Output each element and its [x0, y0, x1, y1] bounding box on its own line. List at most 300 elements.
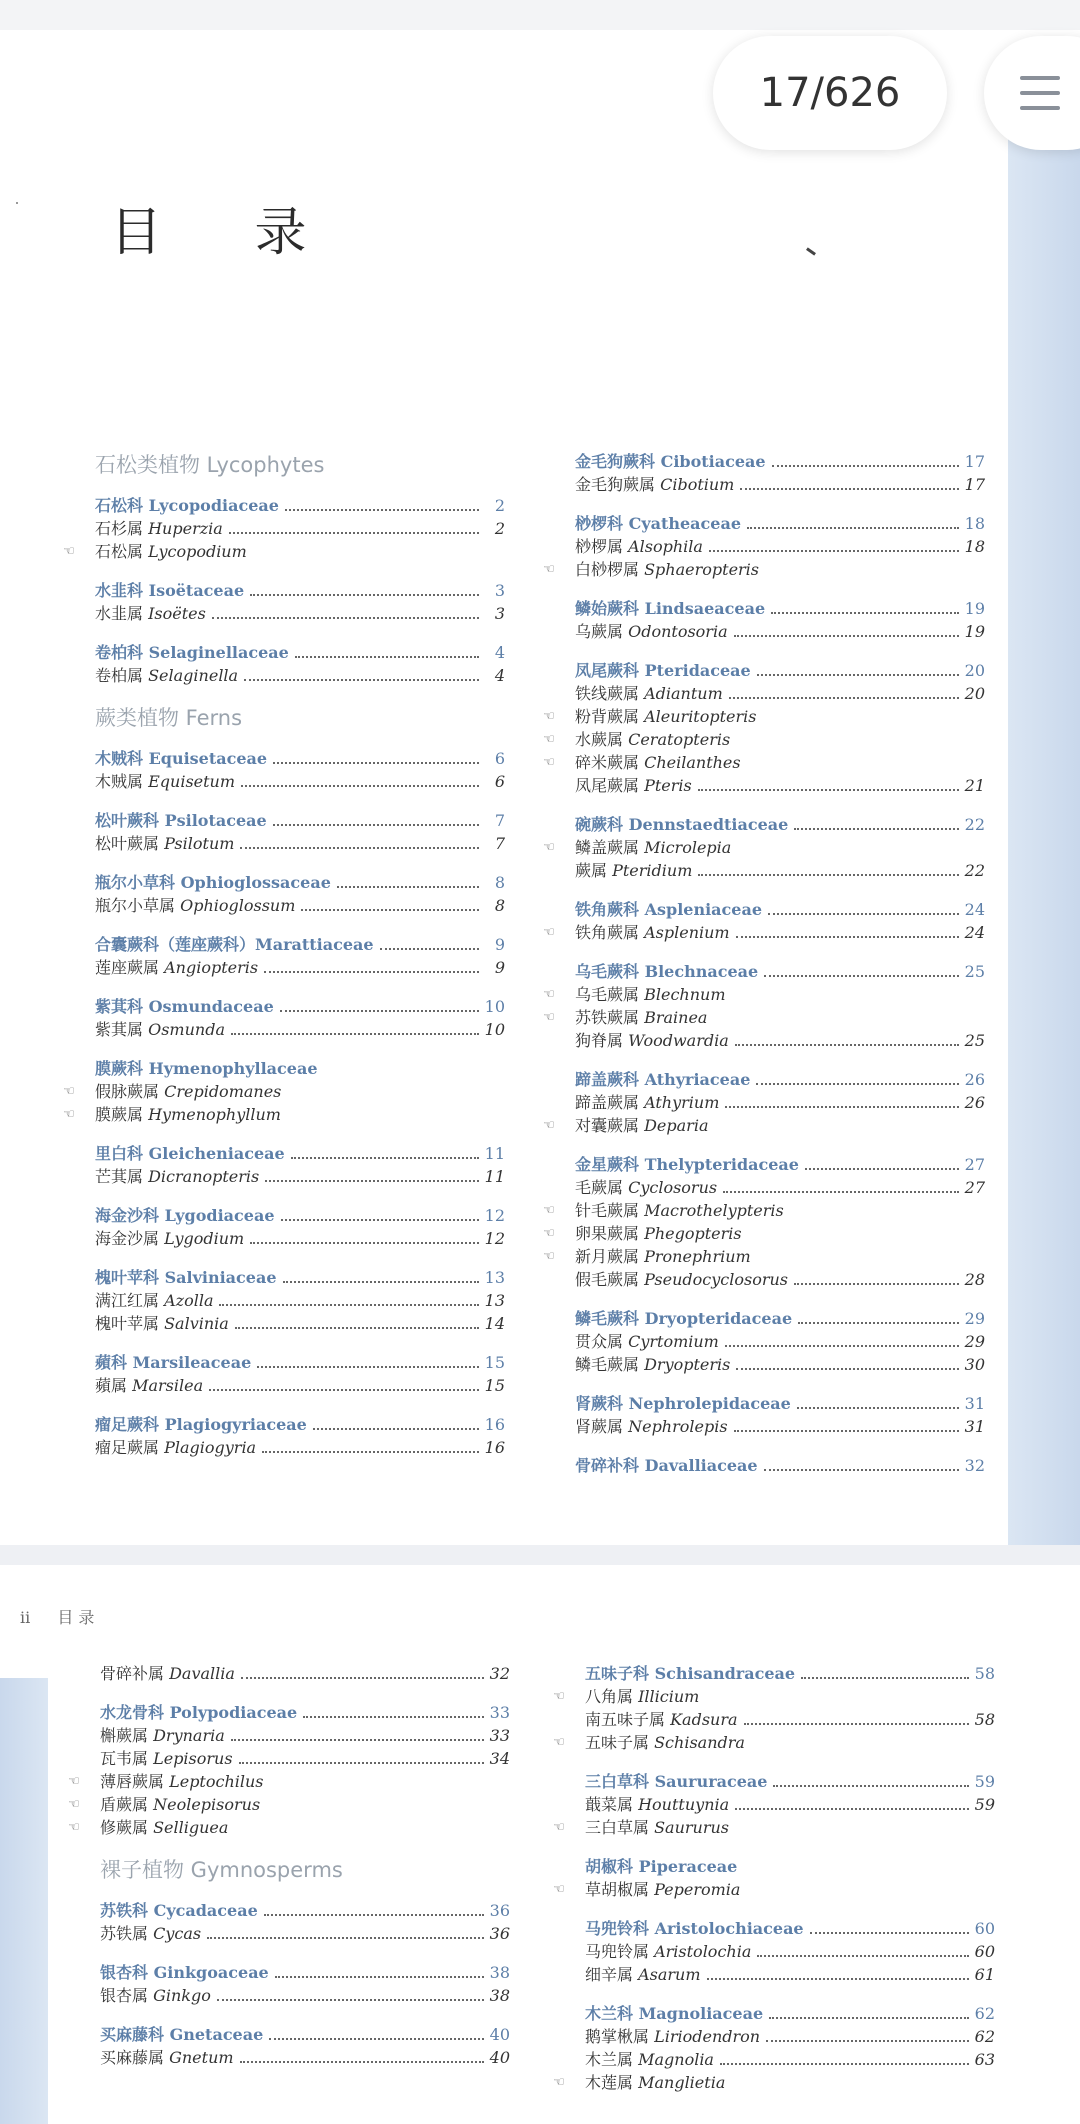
entry-chinese-name: 石松属: [95, 542, 149, 561]
toc-column-left: [68, 1662, 510, 2085]
entry-latin-name: Psilotaceae: [164, 811, 267, 830]
entry-latin-name: Cibotiaceae: [660, 452, 766, 471]
toc-genus-entry[interactable]: [575, 620, 985, 643]
leader-dots: [736, 1368, 958, 1370]
toc-family-entry[interactable]: [95, 809, 505, 832]
entry-latin-name: Leptochilus: [169, 1772, 264, 1791]
leader-dots: [217, 1999, 484, 2001]
toc-family-entry[interactable]: [95, 494, 505, 517]
entry-latin-name: Sphaeropteris: [644, 560, 760, 579]
entry-label: [575, 813, 788, 836]
entry-chinese-name: 苏铁科: [100, 1901, 154, 1920]
entry-label: [575, 960, 758, 983]
entry-label: [95, 602, 206, 625]
toc-group: [543, 1153, 985, 1291]
entry-chinese-name: 松叶蕨科: [95, 811, 165, 830]
entry-chinese-name: 蹄盖蕨属: [575, 1093, 645, 1112]
entry-chinese-name: 满江红属: [95, 1291, 165, 1310]
leader-dots: [291, 1157, 479, 1159]
entry-latin-name: Pseudocyclosorus: [644, 1270, 789, 1289]
toc-group: [543, 960, 985, 1052]
toc-group: [543, 659, 985, 797]
entry-label: [575, 1330, 719, 1353]
leader-dots: [257, 1366, 478, 1368]
toc-genus-entry[interactable]: [100, 1747, 510, 1770]
entry-latin-name: Equisetum: [148, 772, 236, 791]
toc-family-entry[interactable]: [575, 813, 985, 836]
toc-family-entry[interactable]: [585, 2002, 995, 2025]
entry-page-number: 31: [964, 1417, 985, 1436]
entry-label: [95, 1018, 225, 1041]
entry-chinese-name: 松叶蕨属: [95, 834, 165, 853]
entry-latin-name: Plagiogyria: [164, 1438, 257, 1457]
toc-group: [95, 809, 505, 855]
toc-family-entry[interactable]: [95, 1413, 505, 1436]
toc-genus-entry[interactable]: [553, 2071, 995, 2094]
hand-pointer-icon: ☜: [543, 709, 555, 724]
entry-chinese-name: 卷柏属: [95, 666, 149, 685]
entry-chinese-name: 针毛蕨属: [575, 1201, 645, 1220]
toc-title: 目 录: [110, 203, 345, 263]
entry-chinese-name: 紫萁科: [95, 997, 149, 1016]
leader-dots: [244, 679, 479, 681]
toc-genus-entry[interactable]: [63, 540, 505, 563]
entry-page-number: 9: [494, 935, 505, 954]
leader-dots: [265, 1180, 478, 1182]
entry-label: [575, 1199, 784, 1222]
entry-label: [575, 597, 765, 620]
hand-pointer-icon: ☜: [543, 1010, 555, 1025]
toc-genus-entry[interactable]: [553, 1816, 995, 1839]
toc-family-entry[interactable]: [575, 1068, 985, 1091]
hand-pointer-icon: ☜: [553, 2075, 565, 2090]
leader-dots: [241, 1677, 484, 1679]
toc-genus-entry[interactable]: [543, 921, 985, 944]
toc-family-entry[interactable]: [100, 1899, 510, 1922]
toc-family-entry[interactable]: [100, 1961, 510, 1984]
entry-label: [575, 751, 741, 774]
entry-chinese-name: 骨碎补属: [100, 1664, 170, 1683]
entry-latin-name: Azolla: [164, 1291, 214, 1310]
entry-chinese-name: 木兰属: [585, 2050, 639, 2069]
entry-label: [585, 2002, 763, 2025]
entry-latin-name: Schisandraceae: [654, 1664, 796, 1683]
toc-genus-entry[interactable]: [575, 1029, 985, 1052]
leader-dots: [736, 936, 959, 938]
entry-latin-name: Microlepia: [644, 838, 732, 857]
toc-genus-entry[interactable]: [68, 1793, 510, 1816]
toc-genus-entry[interactable]: [100, 1724, 510, 1747]
entry-page-number: 13: [484, 1291, 505, 1310]
entry-page-number: 26: [964, 1093, 985, 1112]
leader-dots: [723, 1191, 959, 1193]
entry-page-number: 14: [484, 1314, 505, 1333]
entry-latin-name: Manglietia: [638, 2073, 726, 2092]
entry-latin-name: Lygodium: [164, 1229, 245, 1248]
entry-label: [95, 1289, 213, 1312]
entry-page-number: 60: [974, 1919, 995, 1938]
entry-chinese-name: 胡椒科: [585, 1857, 639, 1876]
toc-genus-entry[interactable]: [95, 517, 505, 540]
toc-genus-entry[interactable]: [575, 774, 985, 797]
page-indicator[interactable]: 17/626: [713, 36, 947, 150]
toc-column-left: [63, 450, 505, 1475]
toc-genus-entry[interactable]: [543, 705, 985, 728]
entry-latin-name: Hymenophyllaceae: [148, 1059, 318, 1078]
leader-dots: [229, 532, 479, 534]
entry-chinese-name: 鳞盖蕨属: [575, 838, 645, 857]
toc-genus-entry[interactable]: [575, 1268, 985, 1291]
toc-group: [95, 1413, 505, 1459]
toc-section-heading: 石松类植物 Lycophytes: [95, 453, 325, 477]
toc-genus-entry[interactable]: [553, 1731, 995, 1754]
entry-label: [100, 1747, 233, 1770]
entry-label: [575, 512, 741, 535]
entry-latin-name: Isoëtes: [148, 604, 206, 623]
entry-label: [100, 2046, 234, 2069]
toc-family-entry[interactable]: [585, 1917, 995, 1940]
leader-dots: [212, 617, 479, 619]
entry-label: [575, 1415, 728, 1438]
entry-chinese-name: 碗蕨科: [575, 815, 629, 834]
entry-chinese-name: 瘤足蕨属: [95, 1438, 165, 1457]
toc-family-entry[interactable]: [585, 1770, 995, 1793]
entry-page-number: 58: [974, 1664, 995, 1683]
leader-dots: [747, 527, 959, 529]
toc-family-entry[interactable]: [95, 1351, 505, 1374]
entry-label: [95, 770, 235, 793]
toc-family-entry[interactable]: [95, 641, 505, 664]
toc-genus-entry[interactable]: [543, 1114, 985, 1137]
leader-dots: [280, 1010, 479, 1012]
toc-family-entry[interactable]: [575, 960, 985, 983]
toc-genus-entry[interactable]: [585, 1793, 995, 1816]
toc-family-entry[interactable]: [95, 1057, 505, 1080]
toc-family-entry[interactable]: [95, 933, 505, 956]
toc-group: [95, 933, 505, 979]
leader-dots: [740, 488, 958, 490]
menu-icon: [1020, 91, 1060, 95]
entry-latin-name: Kadsura: [670, 1710, 738, 1729]
hand-pointer-icon: ☜: [543, 1118, 555, 1133]
toc-group: [68, 1701, 510, 1839]
entry-chinese-name: 细辛属: [585, 1965, 639, 1984]
entry-label: [575, 921, 730, 944]
page-speck: [806, 247, 816, 255]
toc-genus-entry[interactable]: [543, 728, 985, 751]
toc-family-entry[interactable]: [575, 1454, 985, 1477]
leader-dots: [337, 886, 479, 888]
toc-family-entry[interactable]: [575, 1307, 985, 1330]
toc-group: [100, 2023, 510, 2069]
entry-chinese-name: 贯众属: [575, 1332, 629, 1351]
entry-latin-name: Equisetaceae: [148, 749, 268, 768]
leader-dots: [269, 2038, 483, 2040]
toc-genus-entry[interactable]: [543, 983, 985, 1006]
toc-genus-entry[interactable]: [543, 1006, 985, 1029]
toc-genus-entry[interactable]: [95, 664, 505, 687]
entry-latin-name: Magnolia: [638, 2050, 714, 2069]
entry-label: [575, 1307, 792, 1330]
toc-genus-entry[interactable]: [575, 535, 985, 558]
entry-page-number: 25: [964, 962, 985, 981]
leader-dots: [264, 971, 479, 973]
toc-genus-entry[interactable]: [575, 1091, 985, 1114]
toc-genus-entry[interactable]: [68, 1816, 510, 1839]
entry-label: [575, 558, 759, 581]
entry-latin-name: Ginkgo: [153, 1986, 211, 2005]
entry-latin-name: Ceratopteris: [628, 730, 731, 749]
toc-genus-entry[interactable]: [575, 1330, 985, 1353]
entry-latin-name: Polypodiaceae: [169, 1703, 298, 1722]
toc-column-right: [553, 1662, 995, 2110]
entry-latin-name: Woodwardia: [628, 1031, 729, 1050]
entry-latin-name: Salvinia: [164, 1314, 229, 1333]
toc-genus-entry[interactable]: [95, 1018, 505, 1041]
entry-page-number: 4: [494, 666, 505, 685]
entry-chinese-name: 银杏科: [100, 1963, 154, 1982]
entry-page-number: 60: [974, 1942, 995, 1961]
toc-genus-entry[interactable]: [95, 1312, 505, 1335]
entry-chinese-name: 莲座蕨属: [95, 958, 165, 977]
entry-latin-name: Saururaceae: [654, 1772, 768, 1791]
toc-genus-entry[interactable]: [585, 1940, 995, 1963]
toc-family-entry[interactable]: [585, 1662, 995, 1685]
toc-genus-entry[interactable]: [553, 1685, 995, 1708]
entry-chinese-name: 苏铁属: [100, 1924, 154, 1943]
hand-pointer-icon: ☜: [63, 544, 75, 559]
toc-genus-entry[interactable]: [575, 1353, 985, 1376]
toc-genus-entry[interactable]: [100, 2046, 510, 2069]
toc-genus-entry[interactable]: [543, 558, 985, 581]
entry-chinese-name: 水韭属: [95, 604, 149, 623]
entry-latin-name: Blechnum: [644, 985, 726, 1004]
entry-latin-name: Saururus: [654, 1818, 730, 1837]
entry-page-number: 19: [964, 599, 985, 618]
toc-family-entry[interactable]: [575, 1153, 985, 1176]
entry-label: [95, 641, 289, 664]
toc-group: [553, 1770, 995, 1839]
entry-page-number: 21: [964, 776, 985, 795]
entry-latin-name: Ophioglossaceae: [180, 873, 331, 892]
toc-group: [575, 1307, 985, 1376]
toc-genus-entry[interactable]: [585, 1963, 995, 1986]
entry-chinese-name: 骨碎补科: [575, 1456, 645, 1475]
toc-genus-entry[interactable]: [575, 473, 985, 496]
entry-label: [585, 1793, 729, 1816]
entry-label: [95, 1142, 285, 1165]
entry-label: [100, 1961, 269, 1984]
leader-dots: [764, 975, 958, 977]
entry-label: [575, 983, 725, 1006]
toc-genus-entry[interactable]: [95, 832, 505, 855]
toc-family-entry[interactable]: [95, 995, 505, 1018]
entry-label: [585, 1878, 740, 1901]
entry-label: [585, 1816, 729, 1839]
entry-chinese-name: 瓦韦属: [100, 1749, 154, 1768]
toc-family-entry[interactable]: [95, 747, 505, 770]
toc-genus-entry[interactable]: [543, 1222, 985, 1245]
toc-genus-entry[interactable]: [585, 1708, 995, 1731]
toc-family-entry[interactable]: [575, 898, 985, 921]
toc-genus-entry[interactable]: [68, 1770, 510, 1793]
toc-family-entry[interactable]: [95, 871, 505, 894]
entry-label: [575, 620, 728, 643]
toc-genus-entry[interactable]: [95, 1165, 505, 1188]
toc-family-entry[interactable]: [95, 1142, 505, 1165]
entry-chinese-name: 膜蕨属: [95, 1105, 149, 1124]
entry-label: [575, 450, 766, 473]
entry-chinese-name: 假脉蕨属: [95, 1082, 165, 1101]
entry-chinese-name: 瘤足蕨科: [95, 1415, 165, 1434]
toc-genus-entry[interactable]: [95, 1374, 505, 1397]
toc-genus-entry[interactable]: [95, 1436, 505, 1459]
entry-latin-name: Odontosoria: [628, 622, 728, 641]
leader-dots: [240, 847, 479, 849]
entry-page-number: 32: [489, 1664, 510, 1683]
hand-pointer-icon: ☜: [543, 755, 555, 770]
toc-genus-entry[interactable]: [543, 751, 985, 774]
entry-latin-name: Selliguea: [153, 1818, 229, 1837]
toc-genus-entry[interactable]: [95, 956, 505, 979]
toc-genus-entry[interactable]: [543, 836, 985, 859]
leader-dots: [729, 697, 959, 699]
entry-chinese-name: 修蕨属: [100, 1818, 154, 1837]
toc-genus-entry[interactable]: [585, 2025, 995, 2048]
leader-dots: [240, 2061, 484, 2063]
toc-genus-entry[interactable]: [543, 1199, 985, 1222]
entry-label: [95, 1413, 307, 1436]
toc-genus-entry[interactable]: [553, 1878, 995, 1901]
entry-label: [95, 517, 223, 540]
entry-latin-name: Peperomia: [654, 1880, 741, 1899]
toc-family-entry[interactable]: [100, 1701, 510, 1724]
leader-dots: [720, 2063, 969, 2065]
leader-dots: [231, 1739, 484, 1741]
toc-family-entry[interactable]: [575, 1392, 985, 1415]
entry-page-number: 32: [964, 1456, 985, 1475]
entry-chinese-name: 碎米蕨属: [575, 753, 645, 772]
menu-icon: [1020, 76, 1060, 80]
entry-chinese-name: 乌毛蕨属: [575, 985, 645, 1004]
toc-group: [543, 898, 985, 944]
leader-dots: [313, 1428, 479, 1430]
entry-page-number: 31: [964, 1394, 985, 1413]
toc-family-entry[interactable]: [95, 579, 505, 602]
leader-dots: [797, 1407, 959, 1409]
toc-genus-entry[interactable]: [100, 1922, 510, 1945]
toc-genus-entry[interactable]: [95, 1289, 505, 1312]
leader-dots: [709, 550, 959, 552]
entry-page-number: 22: [964, 815, 985, 834]
entry-chinese-name: 里白科: [95, 1144, 149, 1163]
entry-latin-name: Dryopteris: [644, 1355, 731, 1374]
entry-latin-name: Athyriaceae: [644, 1070, 751, 1089]
entry-latin-name: Marsilea: [132, 1376, 204, 1395]
leader-dots: [285, 509, 479, 511]
entry-page-number: 9: [494, 958, 505, 977]
leader-dots: [707, 1978, 969, 1980]
toc-genus-entry[interactable]: [95, 894, 505, 917]
entry-label: [100, 1984, 211, 2007]
entry-latin-name: Lycopodium: [148, 542, 247, 561]
toc-genus-entry[interactable]: [95, 770, 505, 793]
document-page-toc-continued: [0, 1565, 1080, 2124]
leader-dots: [725, 1106, 958, 1108]
hand-pointer-icon: ☜: [68, 1797, 80, 1812]
entry-chinese-name: 铁角蕨属: [575, 923, 645, 942]
toc-genus-entry[interactable]: [100, 1662, 510, 1685]
toc-group: [575, 1454, 985, 1477]
entry-latin-name: Asplenium: [644, 923, 730, 942]
toc-genus-entry[interactable]: [575, 859, 985, 882]
toc-family-entry[interactable]: [575, 512, 985, 535]
toc-group: [95, 1351, 505, 1397]
entry-latin-name: Pteridium: [612, 861, 693, 880]
entry-page-number: 38: [489, 1986, 510, 2005]
hand-pointer-icon: ☜: [543, 1203, 555, 1218]
entry-page-number: 36: [489, 1924, 510, 1943]
entry-page-number: 18: [964, 514, 985, 533]
toc-genus-entry[interactable]: [575, 682, 985, 705]
toc-family-entry[interactable]: [575, 597, 985, 620]
entry-latin-name: Cheilanthes: [644, 753, 741, 772]
entry-chinese-name: 五味子科: [585, 1664, 655, 1683]
toc-genus-entry[interactable]: [100, 1984, 510, 2007]
entry-page-number: 8: [494, 873, 505, 892]
hand-pointer-icon: ☜: [543, 1226, 555, 1241]
entry-chinese-name: 三白草科: [585, 1772, 655, 1791]
entry-chinese-name: 石松科: [95, 496, 149, 515]
entry-chinese-name: 马兜铃科: [585, 1919, 655, 1938]
leader-dots: [283, 1281, 479, 1283]
entry-chinese-name: 桫椤科: [575, 514, 629, 533]
entry-page-number: 16: [484, 1415, 505, 1434]
page-edge-strip: [0, 1678, 48, 2124]
toc-genus-entry[interactable]: [63, 1103, 505, 1126]
toc-family-entry[interactable]: [100, 2023, 510, 2046]
entry-label: [585, 1770, 767, 1793]
toc-genus-entry[interactable]: [95, 602, 505, 625]
toc-genus-entry[interactable]: [575, 1176, 985, 1199]
leader-dots: [295, 656, 479, 658]
leader-dots: [768, 913, 959, 915]
toc-family-entry[interactable]: [95, 1266, 505, 1289]
toc-genus-entry[interactable]: [543, 1245, 985, 1268]
toc-genus-entry[interactable]: [63, 1080, 505, 1103]
entry-page-number: 62: [974, 2004, 995, 2023]
leader-dots: [209, 1389, 479, 1391]
toc-genus-entry[interactable]: [575, 1415, 985, 1438]
toc-family-entry[interactable]: [575, 659, 985, 682]
entry-label: [575, 1454, 758, 1477]
entry-page-number: 63: [974, 2050, 995, 2069]
toc-group: [553, 2002, 995, 2094]
toc-genus-entry[interactable]: [95, 1227, 505, 1250]
entry-chinese-name: 木贼科: [95, 749, 149, 768]
toc-group: [95, 1204, 505, 1250]
entry-page-number: 33: [489, 1703, 510, 1722]
toc-genus-entry[interactable]: [585, 2048, 995, 2071]
entry-latin-name: Aleuritopteris: [644, 707, 757, 726]
entry-latin-name: Aristolochia: [654, 1942, 752, 1961]
toc-family-entry[interactable]: [575, 450, 985, 473]
toc-family-entry[interactable]: [585, 1855, 995, 1878]
entry-chinese-name: 鳞始蕨科: [575, 599, 645, 618]
entry-chinese-name: 蘋科: [95, 1353, 133, 1372]
toc-family-entry[interactable]: [95, 1204, 505, 1227]
entry-page-number: 2: [494, 519, 505, 538]
